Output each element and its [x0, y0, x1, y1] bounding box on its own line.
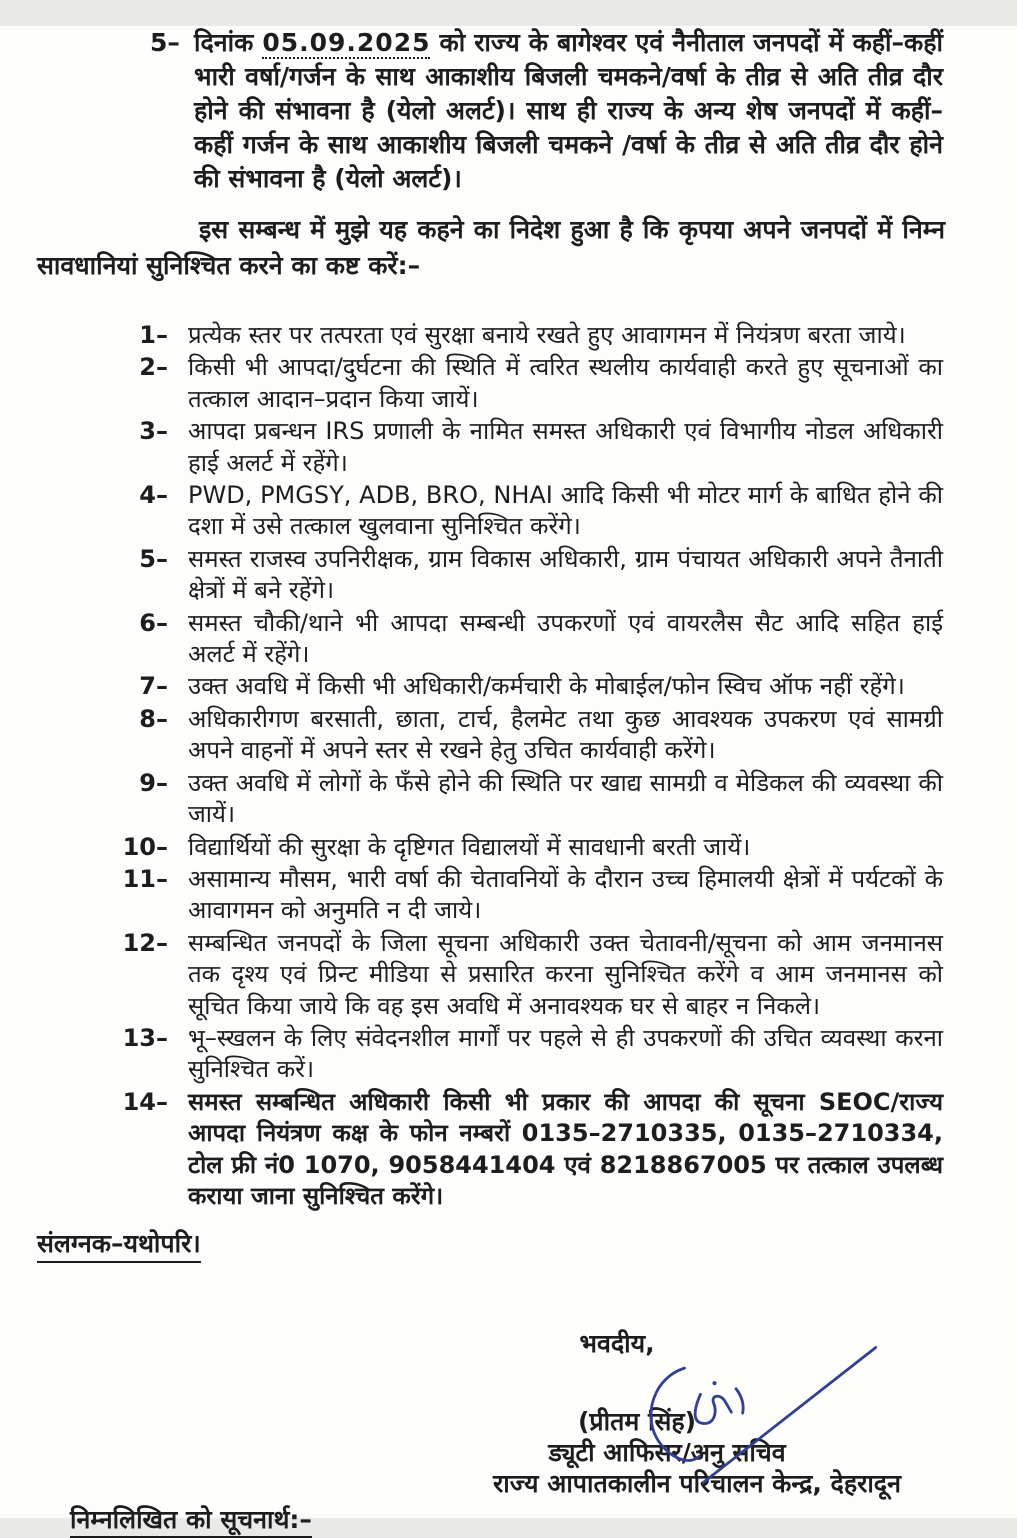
item-text: विद्यार्थियों की सुरक्षा के दृष्टिगत विद्यालयों में सावधानी बरती जायें। [188, 832, 751, 861]
list-item-14 [120, 1087, 943, 1213]
salutation: भवदीय, [579, 1329, 655, 1358]
forecast-text-segment: दिनांक [194, 28, 263, 57]
list-item-10 [120, 832, 943, 863]
item-text: किसी भी आपदा/दुर्घटना की स्थिति में त्वरित स्थलीय कार्यवाही करते हुए सूचनाओं का तत्काल आदान–प्रदान किया जायें। [188, 353, 943, 413]
yellow-alert-label: (येलो अलर्ट) [385, 96, 506, 125]
list-item-3 [120, 416, 943, 479]
item-number: 5– [139, 544, 168, 573]
item-number: 13– [122, 1023, 168, 1052]
list-item-4 [120, 480, 943, 543]
item-text: उक्त अवधि में किसी भी अधिकारी/कर्मचारी के मोबाईल/फोन स्विच ऑफ नहीं रहेंगे। [188, 672, 905, 701]
item-number: 14– [122, 1087, 168, 1116]
item-number: 3– [139, 417, 168, 446]
forecast-paragraph-number: 5– [150, 28, 180, 57]
yellow-alert-label: (येलो अलर्ट) [334, 164, 453, 193]
forecast-text-segment: । साथ ही राज्य के अन्य शेष जनपदों में कहीं–कहीं गर्जन के साथ आकाशीय बिजली चमकने /वर्षा के तीव्र से अति तीव्र दौर होने की संभावना है [194, 96, 943, 193]
signatory-office: राज्य आपातकालीन परिचालन केन्द्र, देहरादून [493, 1469, 901, 1498]
item-number: 4– [139, 481, 168, 510]
list-item-13 [120, 1023, 943, 1086]
signoff-block [462, 1326, 932, 1499]
list-item-6 [120, 608, 943, 671]
forecast-paragraph-text [194, 26, 943, 196]
list-item-1 [120, 320, 943, 351]
signatory-name: (प्रीतम सिंह) [577, 1407, 697, 1436]
item-number: 2– [139, 353, 168, 382]
list-item-7 [120, 671, 943, 702]
item-text: समस्त राजस्व उपनिरीक्षक, ग्राम विकास अधिकारी, ग्राम पंचायत अधिकारी अपने तैनाती क्षेत्रों में बने रहेंगे। [188, 544, 943, 605]
item-text: समस्त सम्बन्धित अधिकारी किसी भी प्रकार की आपदा की सूचना SEOC/राज्य आपदा नियंत्रण कक्ष के फोन नम्बरों 0135–2710335, 0135–2710334, टोल फ्री नं0 1070, 9058441404 एवं 8218867005 पर तत्काल उपलब्ध कराया जाना सुनिश्चित करेंगे। [188, 1087, 943, 1210]
list-item-9 [120, 768, 943, 831]
list-item-5 [120, 544, 943, 607]
forecast-date: 05.09.2025 [262, 28, 431, 57]
list-item-12 [120, 928, 943, 1022]
item-number: 9– [139, 768, 168, 797]
list-item-2 [120, 352, 943, 415]
item-text: सम्बन्धित जनपदों के जिला सूचना अधिकारी उक्त चेतावनी/सूचना को आम जनमानस तक दृश्य एवं प्रिन्ट मीडिया से प्रसारित करना सुनिश्चित करेंगे व आम जनमानस को सूचित किया जाये कि वह इस अवधि में अनावश्यक घर से बाहर न निकले। [188, 928, 943, 1020]
forecast-paragraph [150, 26, 943, 196]
list-item-11 [120, 864, 943, 927]
enclosure-note: संलग्नक–यथोपरि। [37, 1226, 201, 1263]
item-number: 11– [122, 864, 168, 893]
signatory-designation: ड्यूटी आफिसर/अनु सचिव [548, 1438, 786, 1467]
precautions-list [120, 320, 943, 1212]
list-item-8 [120, 704, 943, 767]
scanned-letter-page [0, 26, 1017, 1534]
forecast-text-segment: । [452, 164, 462, 193]
item-text: आपदा प्रबन्धन IRS प्रणाली के नामित समस्त अधिकारी एवं विभागीय नोडल अधिकारी हाई अलर्ट में रहेंगे। [188, 417, 943, 477]
item-text: अधिकारीगण बरसाती, छाता, टार्च, हैलमेट तथा कुछ आवश्यक उपकरण एवं सामग्री अपने वाहनों में अपने स्तर से रखने हेतु उचित कार्यवाही करेंगे। [188, 704, 943, 765]
footer-cutoff-line: निम्नलिखित को सूचनार्थ:– [70, 1502, 312, 1538]
item-text: प्रत्येक स्तर पर तत्परता एवं सुरक्षा बनाये रखते हुए आवागमन में नियंत्रण बरता जाये। [188, 321, 906, 349]
instruction-intro-paragraph: इस सम्बन्ध में मुझे यह कहने का निदेश हुआ है कि कृपया अपने जनपदों में निम्न सावधानियां सुनिश्चित करने का कष्ट करें:– [37, 215, 945, 280]
item-number: 10– [122, 832, 168, 861]
item-number: 1– [139, 321, 168, 349]
item-number: 6– [139, 608, 168, 637]
item-number: 7– [139, 672, 168, 701]
item-text: उक्त अवधि में लोगों के फँसे होने की स्थिति पर खाद्य सामग्री व मेडिकल की व्यवस्था की जायें। [188, 768, 943, 829]
item-number: 12– [122, 928, 168, 957]
item-text: समस्त चौकी/थाने भी आपदा सम्बन्धी उपकरणों एवं वायरलैस सैट आदि सहित हाई अलर्ट में रहेंगे। [188, 608, 943, 669]
item-number: 8– [139, 704, 168, 733]
forecast-text-segment: को राज्य के बागेश्वर एवं नैनीताल जनपदों में कहीं–कहीं भारी वर्षा/गर्जन के साथ आकाशीय बिजली चमकने/वर्षा के तीव्र से अति तीव्र दौर होने की संभावना है [194, 28, 943, 125]
item-text: असामान्य मौसम, भारी वर्षा की चेतावनियों के दौरान उच्च हिमालयी क्षेत्रों में पर्यटकों के आवागमन को अनुमति न दी जाये। [188, 864, 943, 925]
item-text: PWD, PMGSY, ADB, BRO, NHAI आदि किसी भी मोटर मार्ग के बाधित होने की दशा में उसे तत्काल खुलवाना सुनिश्चित करेंगे। [188, 481, 943, 541]
item-text: भू–स्खलन के लिए संवेदनशील मार्गों पर पहले से ही उपकरणों की उचित व्यवस्था करना सुनिश्चित करें। [188, 1023, 943, 1084]
